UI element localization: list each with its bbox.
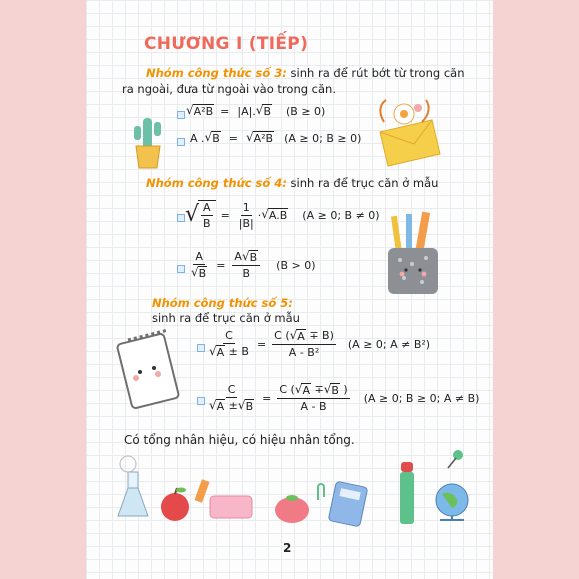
calculator-icon [330,482,370,526]
radical: √ A [289,328,305,343]
apple-icon [158,486,192,522]
flower-envelope-icon [370,92,442,170]
page-title: CHƯƠNG I (TIẾP) [144,34,309,54]
glue-stick-icon [396,460,418,526]
bullet-icon [177,138,185,146]
radical: √ B [323,382,339,397]
formula-5b: C √ A ± √ B = C ( √ A ∓ √ B ) A - B (A ≥ 0; B ≥ 0; A ≠ B) [209,382,480,413]
formula-4a: √ $\frac{A}{B}$ = $\frac{1}{|B|}$ · √ A.B (A ≥ 0; B ≠ 0) [185,200,380,230]
bullet-icon [177,214,185,222]
group3-desc-line1: sinh ra để rút bớt từ trong căn [286,66,465,80]
page-number: 2 [283,541,292,555]
bullet-icon [177,111,185,119]
radical: √ B [241,249,258,264]
spiral-notepad-icon [114,328,182,410]
radical: √ A [294,382,310,397]
bullet-icon [197,344,205,352]
radical: √ A²B [186,103,214,118]
bullet-icon [197,397,205,405]
group3-heading [146,66,464,80]
globe-icon [430,480,474,528]
push-pin-icon [444,448,466,470]
radical: √ B [255,103,271,118]
formula-3b: A . √ B = √ A²B (A ≥ 0; B ≥ 0) [190,130,362,145]
radical: √ A [209,398,225,413]
group4-heading [146,176,438,190]
cactus-pot-icon [130,108,166,168]
radical: √ A²B [245,130,274,145]
formula-3a: √ A²B = |A|. √ B (B ≥ 0) [186,103,326,118]
formula-5a: C √ A ± B = C ( √ A ∓ B) A - B² (A ≥ 0; A ≠ B²) [209,328,431,359]
bullet-icon [177,265,185,273]
textbook-page [86,0,493,579]
radical: √ A.B [261,207,288,222]
radical: √ A [209,344,225,359]
eraser-icon [206,490,256,522]
group5-label: Nhóm công thức số 5: [152,296,293,310]
mnemonic-text: Có tổng nhân hiệu, có hiệu nhân tổng. [124,433,355,447]
group4-label: Nhóm công thức số 4: [146,176,287,190]
formula-4b: A √ B = A √ B B (B > 0) [191,249,316,280]
pencil-cup-icon [382,212,446,296]
flask-icon [116,454,152,522]
paper-clip-icon [314,482,328,502]
radical: √ B [237,398,254,413]
radical: √ B [204,130,220,145]
group3-desc-line2: ra ngoài, đưa từ ngoài vào trong căn. [122,82,336,96]
apple-icon [272,490,312,524]
group4-desc: sinh ra để trục căn ở mẫu [286,176,439,190]
radical: √ $\frac{A}{B}$ [185,200,216,230]
group3-label: Nhóm công thức số 3: [146,66,287,80]
group5-desc: sinh ra để trục căn ở mẫu [152,311,300,325]
radical: √ B [191,265,207,280]
